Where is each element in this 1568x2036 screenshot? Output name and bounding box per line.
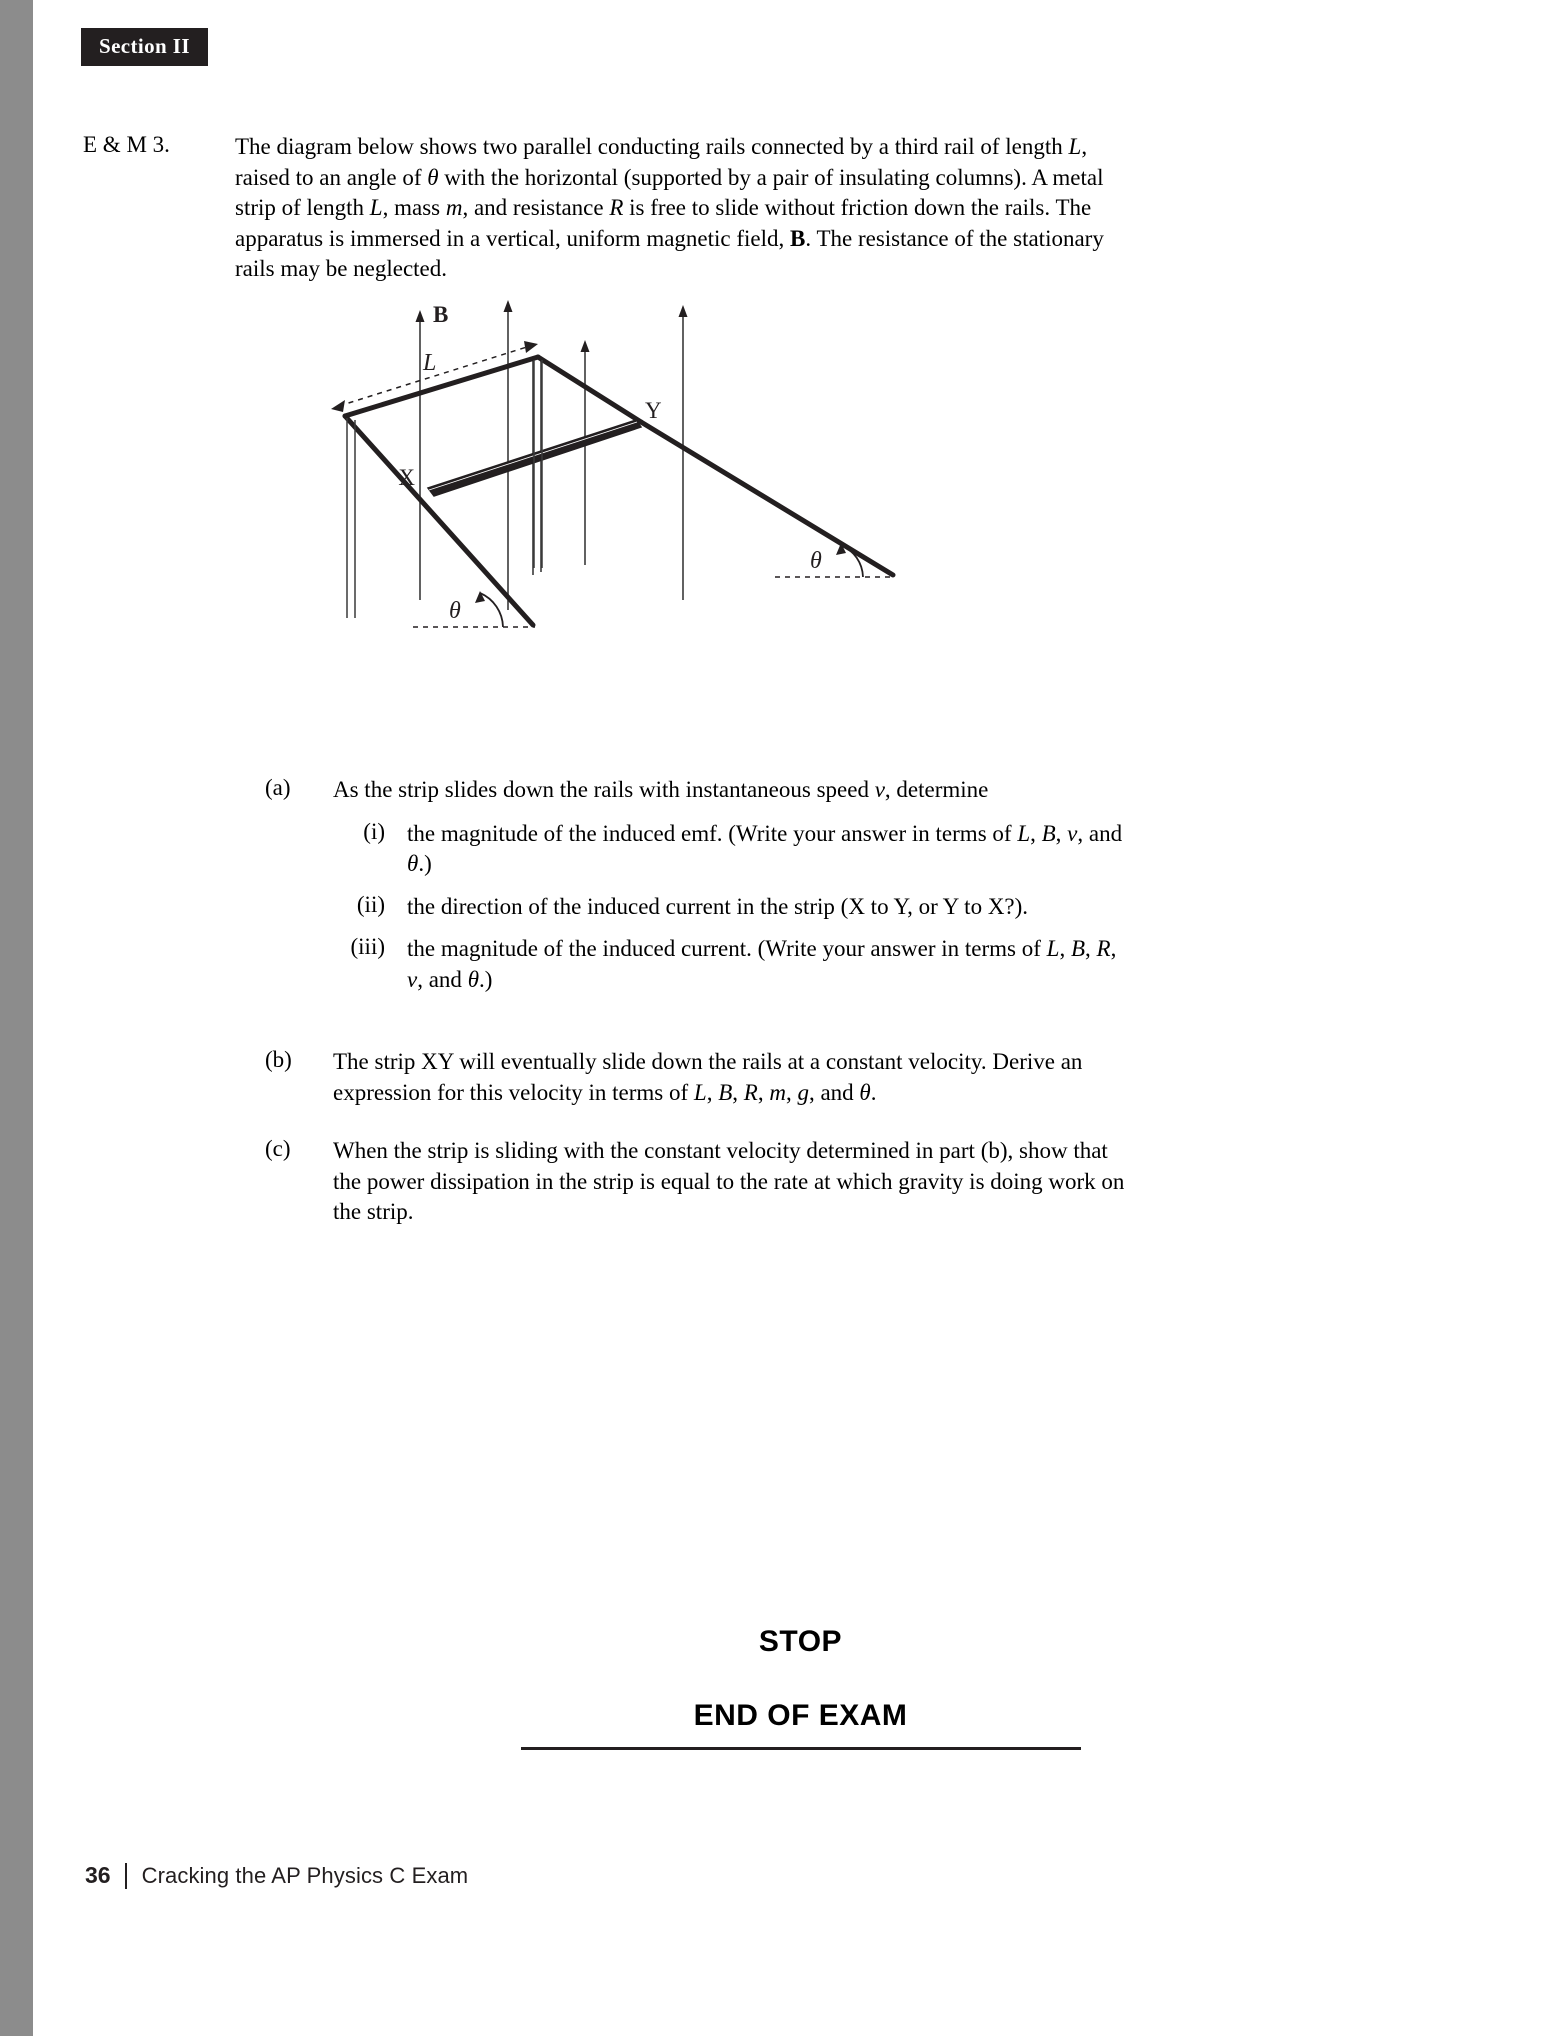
subpart-i-tag: (i) (363, 818, 385, 844)
label-X: X (398, 465, 415, 490)
spacer-before-c (265, 1108, 1135, 1136)
subpart-i-text: the magnitude of the induced emf. (Write your answer in terms of L, B, v, and θ.) (407, 820, 1123, 876)
stop-text: STOP (758, 1625, 843, 1658)
parts-list (265, 775, 1135, 1228)
label-theta-right: θ (810, 548, 822, 574)
subpart-ii-tag: (ii) (356, 891, 385, 917)
part-b-text: The strip XY will eventually slide down the rails at a constant velocity. Derive an expression for this velocity in terms of L, B, R, m, g, and θ. (333, 1049, 1083, 1105)
subpart-iii (318, 934, 1135, 995)
stem-var-theta: θ (427, 164, 439, 190)
stem-var-B: B (790, 225, 806, 251)
stem-seg-6: , mass (382, 195, 446, 220)
end-of-exam-text: END OF EXAM (693, 1699, 908, 1732)
question-number: E & M 3. (83, 132, 170, 157)
stem-seg-4: with the horizontal (supported by a pair of insulating columns). A metal strip of length (235, 164, 1104, 220)
field-label-B (433, 302, 448, 327)
subpart-ii-text: the direction of the induced current in the strip (X to Y, or Y to X?). (407, 893, 1029, 919)
stem-seg-0: The diagram below shows two parallel conducting rails connected by a third rail of length (235, 134, 1069, 159)
part-c (265, 1136, 1135, 1228)
subpart-ii (318, 892, 1135, 923)
label-B: B (433, 302, 449, 327)
book-title: Cracking the AP Physics C Exam (141, 1862, 469, 1888)
exam-end-block (33, 1625, 1568, 1750)
page-footer (85, 1862, 468, 1889)
label-theta-front: θ (449, 598, 461, 624)
part-c-text: When the strip is sliding with the constant velocity determined in part (b), show that the power dissipation in the strip is equal to the rate at which gravity is doing work on the strip. (333, 1138, 1125, 1224)
part-a-tag: (a) (265, 775, 291, 800)
subpart-iii-text: the magnitude of the induced current. (Write your answer in terms of L, B, R, v, and θ.) (407, 936, 1117, 992)
stem-var-R: R (609, 195, 624, 220)
spacer-before-b (265, 1007, 1135, 1047)
part-c-tag: (c) (265, 1136, 291, 1161)
label-Y: Y (645, 398, 662, 423)
stem-var-L2: L (369, 195, 383, 220)
page-number: 36 (85, 1862, 111, 1888)
stem-seg-2: , raised to an angle of (235, 134, 1088, 190)
stem-seg-12: . The resistance of the stationary rails may be neglected. (235, 225, 1104, 281)
section-tab: Section II (81, 28, 208, 66)
stem-var-m: m (445, 195, 463, 220)
label-L: L (423, 350, 437, 376)
question-stem (235, 132, 1123, 285)
apparatus-frame (345, 357, 893, 625)
stem-seg-10: is free to slide without friction down the rails. The apparatus is immersed in a vertical, uniform magnetic field, (235, 195, 1092, 251)
end-rule (521, 1747, 1081, 1750)
binding-gutter (0, 0, 33, 2036)
part-a-subparts (318, 819, 1135, 996)
stem-var-L1: L (1068, 134, 1082, 159)
page-canvas (33, 0, 1568, 2036)
part-a (265, 775, 1135, 806)
part-b (265, 1047, 1135, 1108)
part-a-text: As the strip slides down the rails with instantaneous speed v, determine (333, 777, 989, 802)
part-b-tag: (b) (265, 1047, 292, 1072)
subpart-iii-tag: (iii) (350, 934, 385, 959)
stem-seg-8: , and resistance (462, 195, 610, 220)
angle-marker-right (775, 543, 895, 577)
subpart-i (318, 819, 1135, 880)
physics-diagram (323, 300, 1023, 700)
